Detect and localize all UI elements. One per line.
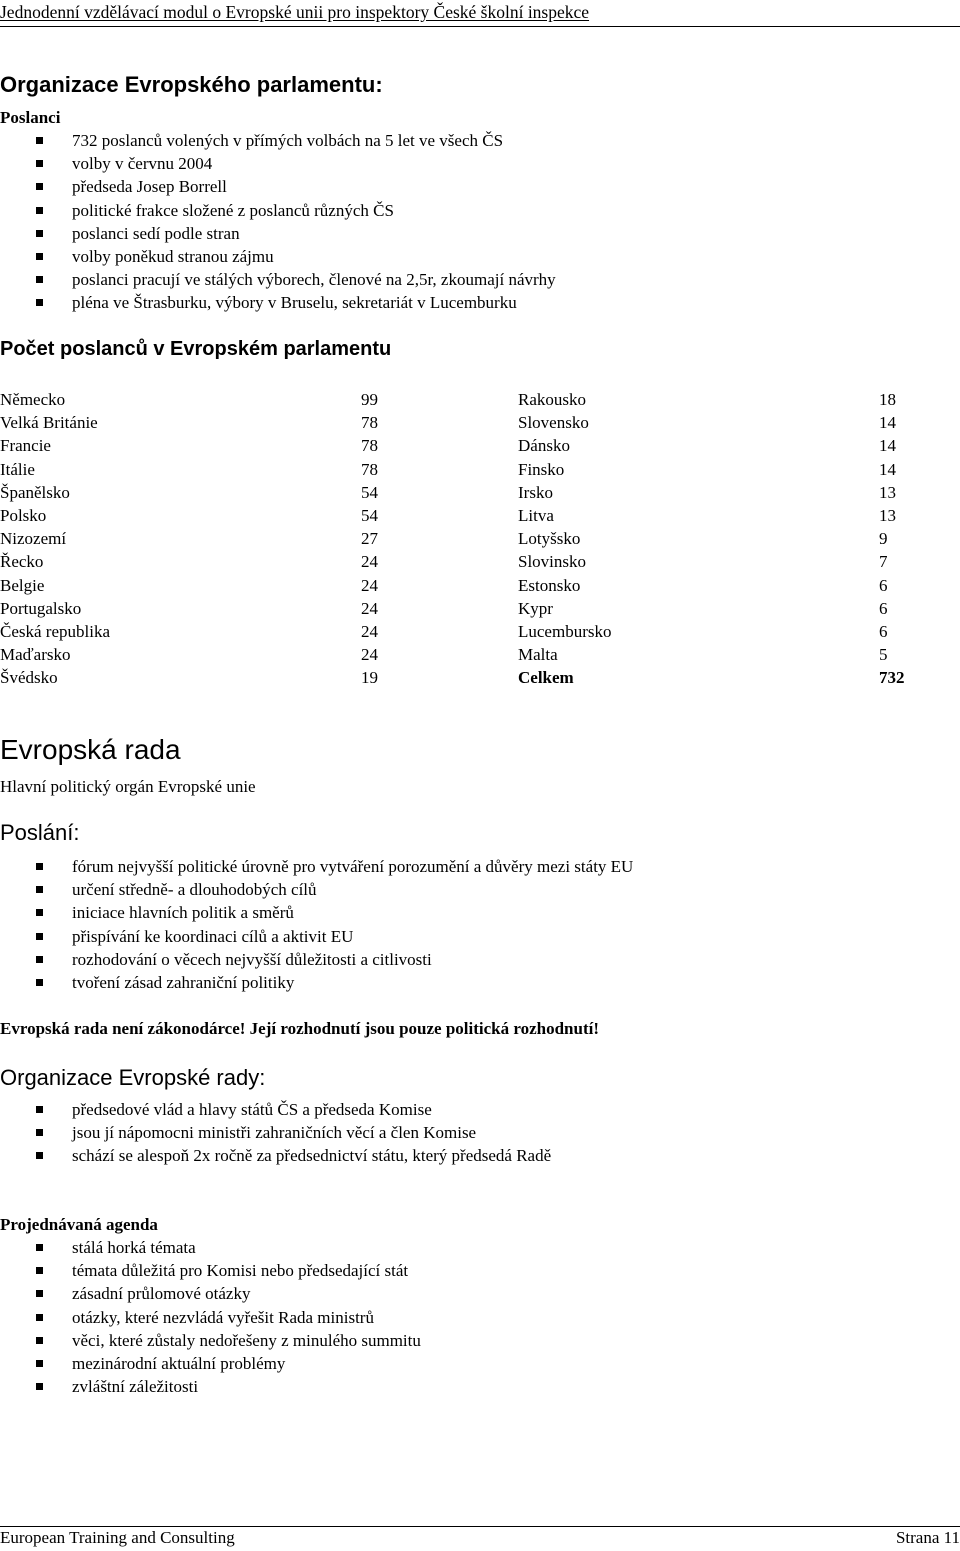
page-footer xyxy=(0,1526,960,1551)
table-row xyxy=(0,458,912,481)
country-name: Portugalsko xyxy=(0,598,82,618)
country-name: Estonsko xyxy=(518,575,581,595)
seat-count: 9 xyxy=(879,529,888,549)
bullet-icon xyxy=(36,1314,43,1321)
bullet-icon xyxy=(36,1337,43,1344)
bullet-icon xyxy=(36,956,43,963)
list-item: jsou jí nápomocni ministři zahraničních věcí a člen Komise xyxy=(0,1121,551,1144)
bullet-icon xyxy=(36,1267,43,1274)
seat-count: 14 xyxy=(879,413,896,433)
list-item: zvláštní záležitosti xyxy=(0,1375,421,1398)
mission-heading: Poslání: xyxy=(0,820,80,845)
council-note: Evropská rada není zákonodárce! Její rozhodnutí jsou pouze politická rozhodnutí! xyxy=(0,1019,600,1038)
seat-count: 24 xyxy=(361,552,378,572)
table-row xyxy=(0,411,912,434)
country-name: Velká Británie xyxy=(0,413,98,433)
country-name: Polsko xyxy=(0,506,47,526)
country-name: Finsko xyxy=(518,459,565,479)
list-item: volby v červnu 2004 xyxy=(0,152,556,175)
country-name: Česká republika xyxy=(0,622,110,642)
list-item: rozhodování o věcech nejvyšší důležitosti a citlivosti xyxy=(0,948,633,971)
country-name: Španělsko xyxy=(0,482,70,502)
seat-count: 54 xyxy=(361,482,378,502)
seat-count: 19 xyxy=(361,668,378,688)
table-row xyxy=(0,597,912,620)
table-row xyxy=(0,527,912,550)
seat-count: 54 xyxy=(361,506,378,526)
bullet-icon xyxy=(36,207,43,214)
country-name: Švédsko xyxy=(0,668,58,688)
seats-table-title: Počet poslanců v Evropském parlamentu xyxy=(0,338,392,360)
section-title-parliament-organization: Organizace Evropského parlamentu: xyxy=(0,72,383,97)
bullet-icon xyxy=(36,137,43,144)
list-item: schází se alespoň 2x ročně za předsednictví státu, který předsedá Radě xyxy=(0,1144,551,1167)
country-name: Kypr xyxy=(518,598,553,618)
list-item: poslanci pracují ve stálých výborech, členové na 2,5r, zkoumají návrhy xyxy=(0,268,556,291)
country-name: Litva xyxy=(518,506,554,526)
list-item: témata důležitá pro Komisi nebo předsedající stát xyxy=(0,1259,421,1282)
bullet-icon xyxy=(36,230,43,237)
section-title-european-council: Evropská rada xyxy=(0,734,181,765)
bullet-icon xyxy=(36,1244,43,1251)
list-item: volby poněkud stranou zájmu xyxy=(0,245,556,268)
agenda-bullet-list xyxy=(0,1236,421,1398)
seat-count: 13 xyxy=(879,506,896,526)
bullet-icon xyxy=(36,979,43,986)
bullet-icon xyxy=(36,909,43,916)
seat-count: 6 xyxy=(879,622,888,642)
country-name: Německo xyxy=(0,390,66,409)
footer-page-number: Strana 11 xyxy=(895,1528,960,1547)
country-name: Celkem xyxy=(518,668,574,688)
seat-count: 78 xyxy=(361,436,378,456)
list-item: poslanci sedí podle stran xyxy=(0,222,556,245)
bullet-icon xyxy=(36,1290,43,1297)
seats-table xyxy=(0,388,912,690)
table-row xyxy=(0,643,912,666)
table-row xyxy=(0,620,912,643)
seat-count: 13 xyxy=(879,482,896,502)
table-row xyxy=(0,574,912,597)
mission-bullet-list xyxy=(0,855,633,994)
bullet-icon xyxy=(36,1383,43,1390)
country-name: Maďarsko xyxy=(0,645,71,665)
seat-count: 24 xyxy=(361,575,378,595)
seat-count: 732 xyxy=(879,668,905,688)
seat-count: 24 xyxy=(361,622,378,642)
country-name: Slovinsko xyxy=(518,552,587,572)
country-name: Lotyšsko xyxy=(518,529,581,549)
seat-count: 24 xyxy=(361,598,378,618)
list-item: iniciace hlavních politik a směrů xyxy=(0,901,633,924)
list-item: přispívání ke koordinaci cílů a aktivit EU xyxy=(0,925,633,948)
table-row xyxy=(0,550,912,573)
council-subtitle: Hlavní politický orgán Evropské unie xyxy=(0,777,256,796)
seat-count: 27 xyxy=(361,529,378,549)
list-item: předseda Josep Borrell xyxy=(0,175,556,198)
seat-count: 6 xyxy=(879,575,888,595)
seat-count: 24 xyxy=(361,645,378,665)
country-name: Belgie xyxy=(0,575,45,595)
bullet-icon xyxy=(36,183,43,190)
bullet-icon xyxy=(36,886,43,893)
bullet-icon xyxy=(36,1152,43,1159)
bullet-icon xyxy=(36,863,43,870)
bullet-icon xyxy=(36,1129,43,1136)
page-header xyxy=(0,0,960,27)
table-row xyxy=(0,504,912,527)
seat-count: 7 xyxy=(879,552,888,572)
bullet-icon xyxy=(36,1360,43,1367)
deputies-bullet-list xyxy=(0,129,556,315)
table-row xyxy=(0,434,912,457)
country-name: Malta xyxy=(518,645,558,665)
seat-count: 78 xyxy=(361,459,378,479)
list-item: předsedové vlád a hlavy států ČS a předseda Komise xyxy=(0,1098,551,1121)
bullet-icon xyxy=(36,276,43,283)
seat-count: 6 xyxy=(879,598,888,618)
agenda-heading: Projednávaná agenda xyxy=(0,1215,158,1234)
country-name: Itálie xyxy=(0,459,35,479)
seat-count: 14 xyxy=(879,459,896,479)
table-row xyxy=(0,666,912,689)
country-name: Francie xyxy=(0,436,51,456)
country-name: Rakousko xyxy=(518,390,586,409)
list-item: otázky, které nezvládá vyřešit Rada ministrů xyxy=(0,1306,421,1329)
page-header-text: Jednodenní vzdělávací modul o Evropské unii pro inspektory České školní inspekce xyxy=(0,2,590,22)
country-name: Nizozemí xyxy=(0,529,67,549)
subheading-deputies: Poslanci xyxy=(0,108,61,127)
seat-count: 78 xyxy=(361,413,378,433)
list-item: pléna ve Štrasburku, výbory v Bruselu, sekretariát v Lucemburku xyxy=(0,291,556,314)
seat-count: 14 xyxy=(879,436,896,456)
country-name: Irsko xyxy=(518,482,553,502)
table-row xyxy=(0,481,912,504)
country-name: Slovensko xyxy=(518,413,589,433)
list-item: mezinárodní aktuální problémy xyxy=(0,1352,421,1375)
bullet-icon xyxy=(36,160,43,167)
list-item: tvoření zásad zahraniční politiky xyxy=(0,971,633,994)
bullet-icon xyxy=(36,253,43,260)
list-item: 732 poslanců volených v přímých volbách na 5 let ve všech ČS xyxy=(0,129,556,152)
list-item: určení středně- a dlouhodobých cílů xyxy=(0,878,633,901)
country-name: Lucembursko xyxy=(518,622,612,642)
seat-count: 99 xyxy=(361,390,378,409)
seat-count: 5 xyxy=(879,645,888,665)
section-title-council-organization: Organizace Evropské rady: xyxy=(0,1065,266,1090)
country-name: Dánsko xyxy=(518,436,570,456)
bullet-icon xyxy=(36,1106,43,1113)
footer-company: European Training and Consulting xyxy=(0,1528,235,1547)
table-row xyxy=(0,388,912,411)
list-item: fórum nejvyšší politické úrovně pro vytváření porozumění a důvěry mezi státy EU xyxy=(0,855,633,878)
list-item: stálá horká témata xyxy=(0,1236,421,1259)
bullet-icon xyxy=(36,933,43,940)
list-item: věci, které zůstaly nedořešeny z minulého summitu xyxy=(0,1329,421,1352)
bullet-icon xyxy=(36,299,43,306)
list-item: zásadní průlomové otázky xyxy=(0,1282,421,1305)
council-organization-bullet-list xyxy=(0,1098,551,1168)
list-item: politické frakce složené z poslanců různých ČS xyxy=(0,199,556,222)
seat-count: 18 xyxy=(879,390,896,409)
country-name: Řecko xyxy=(0,552,44,572)
